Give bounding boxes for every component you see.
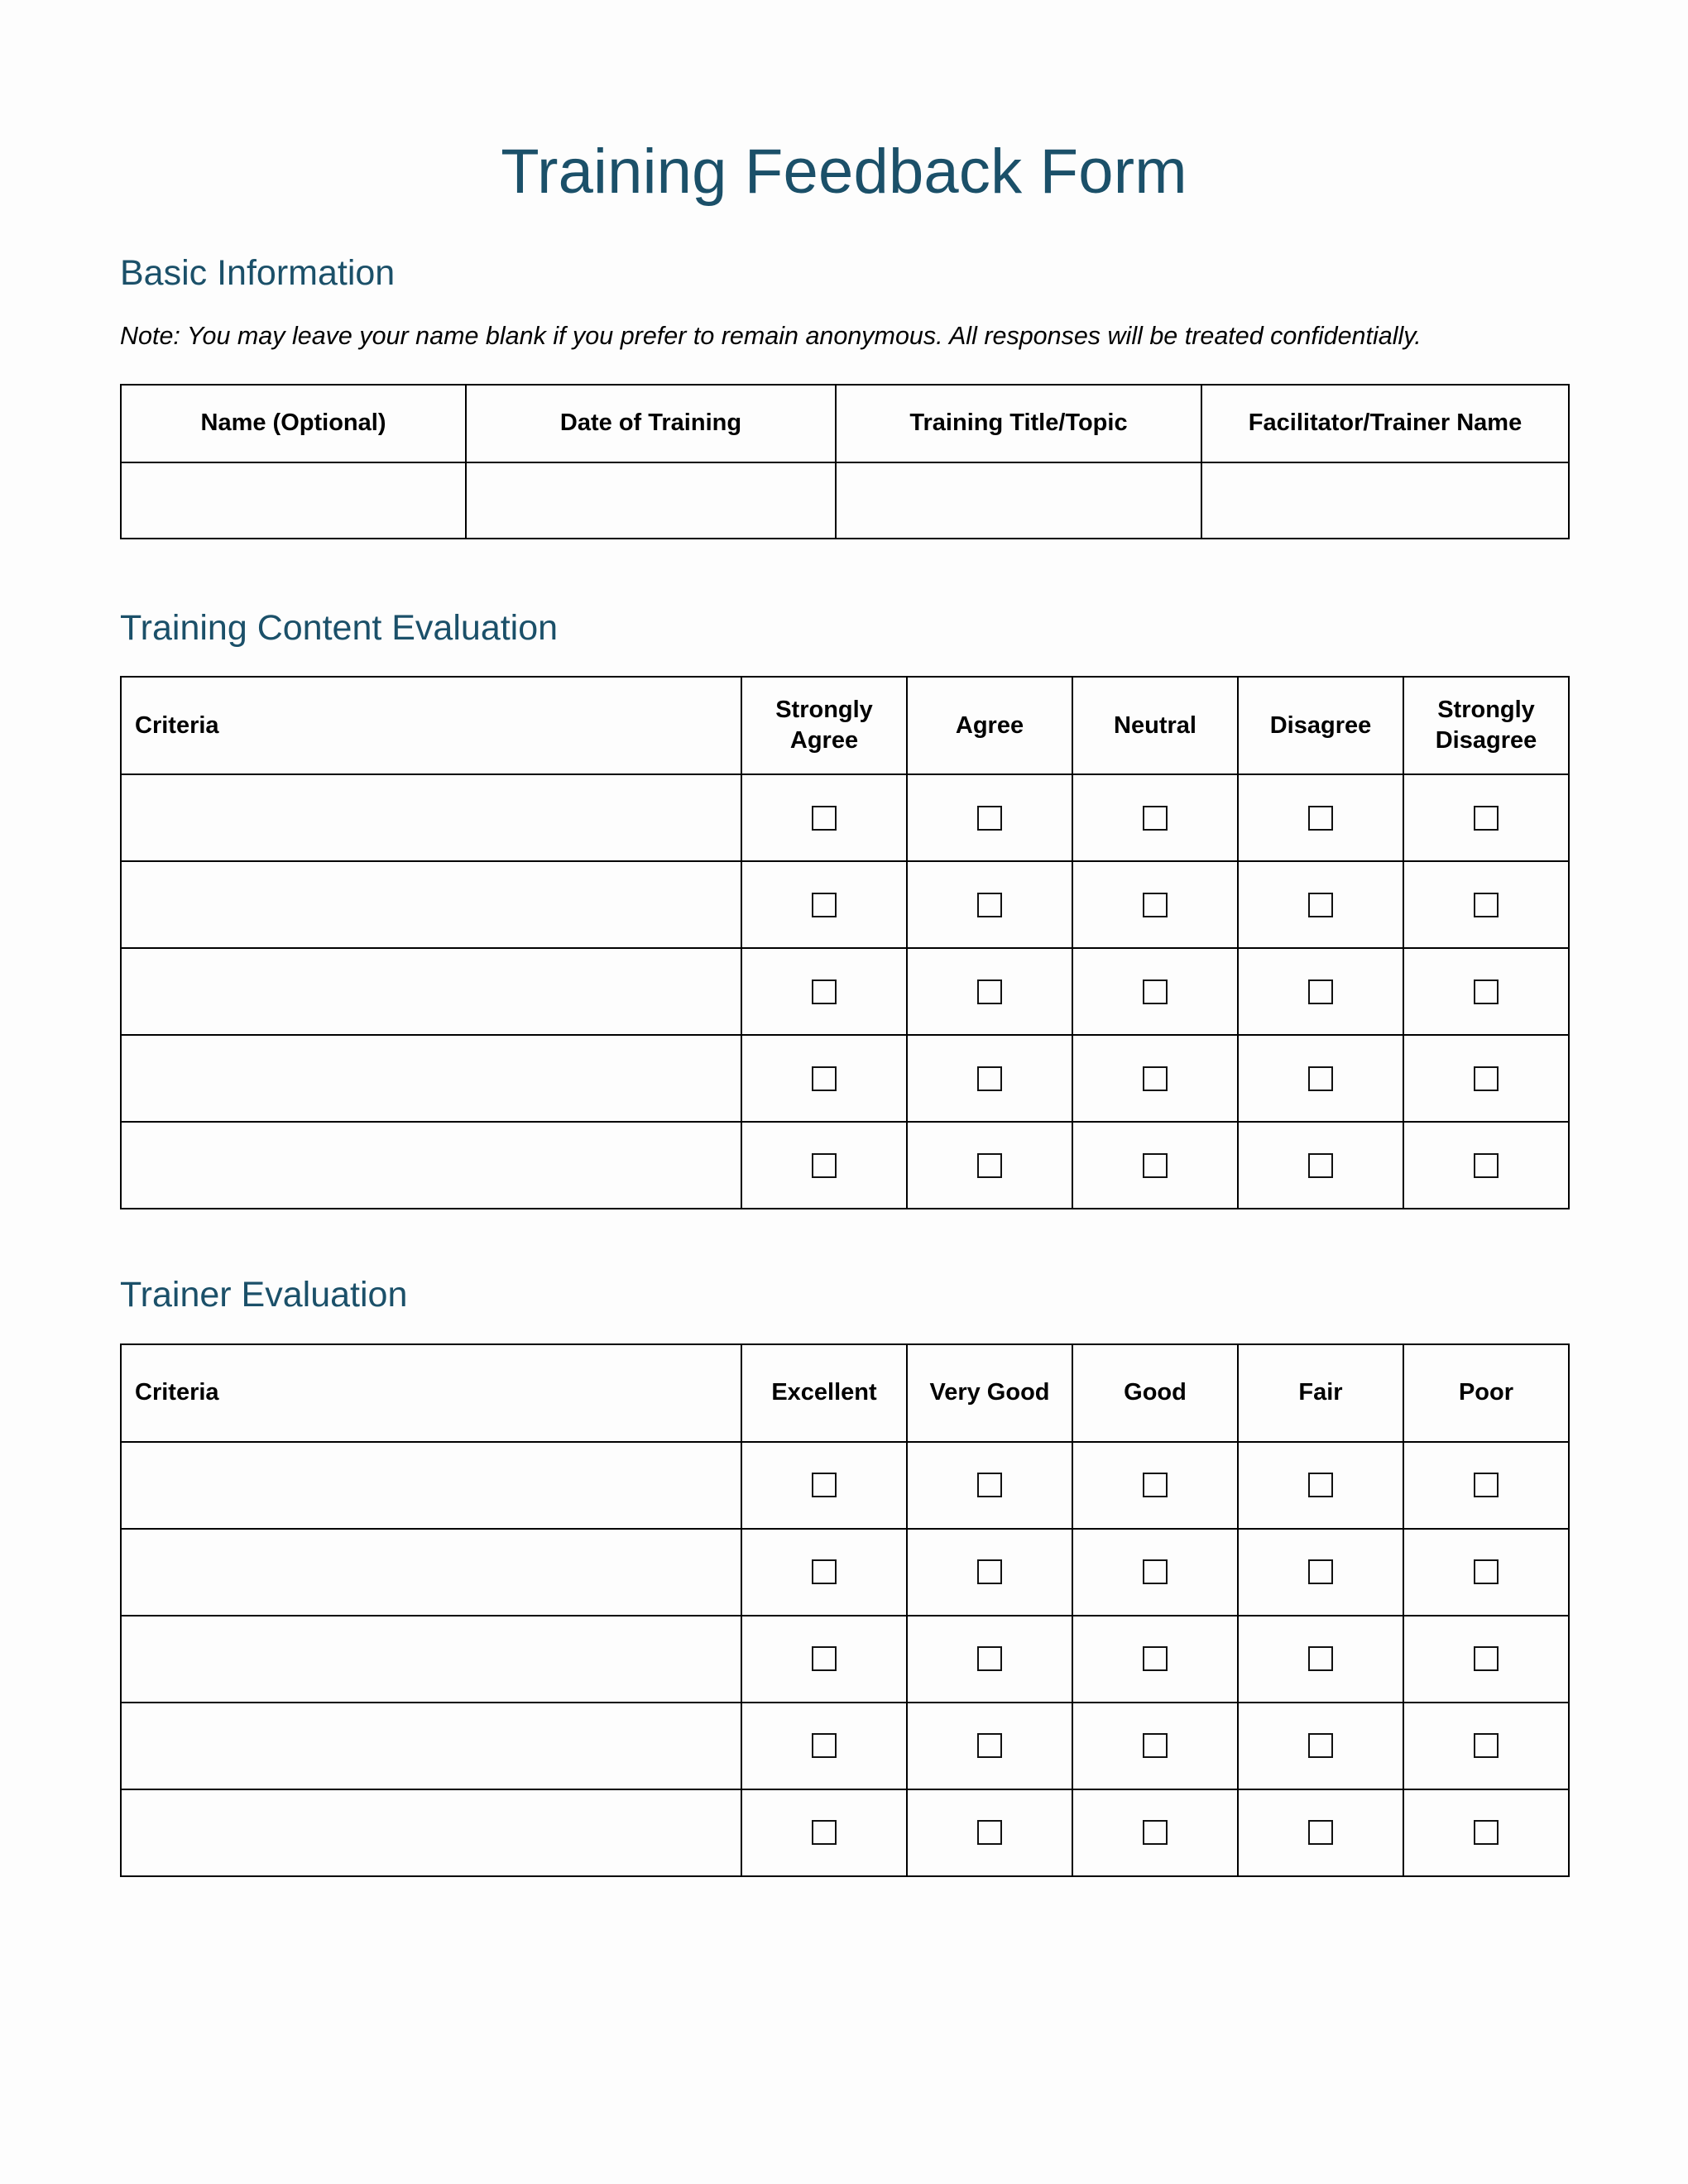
checkbox-icon[interactable] [1474, 1733, 1499, 1758]
date-input-cell[interactable] [466, 462, 836, 539]
criteria-input-cell[interactable] [121, 1035, 741, 1122]
table-row [121, 1035, 1569, 1122]
checkbox-cell-poor[interactable] [1403, 1616, 1569, 1703]
checkbox-cell-fair[interactable] [1238, 1529, 1403, 1616]
checkbox-icon[interactable] [1308, 1153, 1333, 1178]
column-header-criteria: Criteria [121, 1344, 741, 1442]
column-header-name: Name (Optional) [121, 385, 466, 462]
checkbox-cell-fair[interactable] [1238, 1703, 1403, 1789]
column-header-good: Good [1072, 1344, 1238, 1442]
checkbox-cell-good[interactable] [1072, 1442, 1238, 1529]
checkbox-icon[interactable] [1143, 979, 1168, 1004]
checkbox-icon[interactable] [812, 1646, 837, 1671]
checkbox-icon[interactable] [1143, 1473, 1168, 1497]
checkbox-icon[interactable] [1143, 893, 1168, 917]
checkbox-icon[interactable] [812, 1733, 837, 1758]
checkbox-cell-good[interactable] [1072, 1529, 1238, 1616]
checkbox-icon[interactable] [1308, 893, 1333, 917]
checkbox-cell-good[interactable] [1072, 1789, 1238, 1876]
checkbox-cell-poor[interactable] [1403, 1529, 1569, 1616]
column-header-very-good: Very Good [907, 1344, 1072, 1442]
criteria-input-cell[interactable] [121, 774, 741, 861]
checkbox-icon[interactable] [812, 893, 837, 917]
checkbox-icon[interactable] [1143, 806, 1168, 831]
checkbox-icon[interactable] [1308, 1473, 1333, 1497]
checkbox-icon[interactable] [977, 806, 1002, 831]
checkbox-cell-neutral[interactable] [1072, 1122, 1238, 1209]
checkbox-cell-good[interactable] [1072, 1703, 1238, 1789]
checkbox-icon[interactable] [1474, 979, 1499, 1004]
column-header-poor: Poor [1403, 1344, 1569, 1442]
checkbox-cell-strongly-agree[interactable] [741, 948, 907, 1035]
checkbox-icon[interactable] [1308, 1820, 1333, 1845]
checkbox-icon[interactable] [1143, 1153, 1168, 1178]
checkbox-cell-strongly-disagree[interactable] [1403, 1035, 1569, 1122]
checkbox-icon[interactable] [1143, 1066, 1168, 1091]
checkbox-cell-excellent[interactable] [741, 1789, 907, 1876]
column-header-strongly-agree: Strongly Agree [741, 677, 907, 774]
checkbox-icon[interactable] [1308, 1559, 1333, 1584]
checkbox-cell-disagree[interactable] [1238, 1122, 1403, 1209]
checkbox-icon[interactable] [1143, 1733, 1168, 1758]
checkbox-cell-agree[interactable] [907, 948, 1072, 1035]
checkbox-cell-strongly-agree[interactable] [741, 774, 907, 861]
criteria-input-cell[interactable] [121, 948, 741, 1035]
checkbox-icon[interactable] [1308, 1733, 1333, 1758]
checkbox-cell-disagree[interactable] [1238, 774, 1403, 861]
checkbox-icon[interactable] [977, 979, 1002, 1004]
page-title: Training Feedback Form [501, 136, 1187, 207]
table-row [121, 948, 1569, 1035]
checkbox-icon[interactable] [1474, 1646, 1499, 1671]
checkbox-icon[interactable] [977, 1646, 1002, 1671]
facilitator-input-cell[interactable] [1201, 462, 1569, 539]
checkbox-icon[interactable] [812, 1153, 837, 1178]
checkbox-cell-good[interactable] [1072, 1616, 1238, 1703]
checkbox-icon[interactable] [812, 1820, 837, 1845]
checkbox-icon[interactable] [977, 1733, 1002, 1758]
table-row [121, 1789, 1569, 1876]
checkbox-icon[interactable] [1308, 1646, 1333, 1671]
trainer-evaluation-table [120, 1343, 1570, 1877]
checkbox-icon[interactable] [977, 893, 1002, 917]
checkbox-icon[interactable] [1474, 1066, 1499, 1091]
checkbox-cell-excellent[interactable] [741, 1703, 907, 1789]
checkbox-icon[interactable] [1308, 1066, 1333, 1091]
checkbox-cell-agree[interactable] [907, 1035, 1072, 1122]
checkbox-cell-poor[interactable] [1403, 1703, 1569, 1789]
checkbox-icon[interactable] [1474, 1559, 1499, 1584]
table-header-row [121, 677, 1569, 774]
checkbox-cell-neutral[interactable] [1072, 1035, 1238, 1122]
column-header-date: Date of Training [466, 385, 836, 462]
table-row [121, 774, 1569, 861]
checkbox-icon[interactable] [812, 979, 837, 1004]
checkbox-icon[interactable] [1474, 1153, 1499, 1178]
checkbox-icon[interactable] [1474, 1820, 1499, 1845]
table-row [121, 1442, 1569, 1529]
checkbox-cell-excellent[interactable] [741, 1529, 907, 1616]
checkbox-cell-neutral[interactable] [1072, 861, 1238, 948]
checkbox-cell-strongly-agree[interactable] [741, 861, 907, 948]
criteria-input-cell[interactable] [121, 1616, 741, 1703]
basic-information-table [120, 384, 1570, 539]
checkbox-icon[interactable] [1474, 806, 1499, 831]
checkbox-icon[interactable] [812, 1066, 837, 1091]
table-row [121, 1703, 1569, 1789]
checkbox-icon[interactable] [1474, 893, 1499, 917]
checkbox-cell-neutral[interactable] [1072, 774, 1238, 861]
training-content-evaluation-table [120, 676, 1570, 1209]
checkbox-cell-strongly-disagree[interactable] [1403, 774, 1569, 861]
checkbox-icon[interactable] [1474, 1473, 1499, 1497]
column-header-title-topic: Training Title/Topic [836, 385, 1201, 462]
table-row [121, 1122, 1569, 1209]
table-row [121, 861, 1569, 948]
checkbox-cell-excellent[interactable] [741, 1442, 907, 1529]
criteria-input-cell[interactable] [121, 861, 741, 948]
checkbox-icon[interactable] [812, 1473, 837, 1497]
checkbox-cell-strongly-disagree[interactable] [1403, 1122, 1569, 1209]
column-header-disagree: Disagree [1238, 677, 1403, 774]
checkbox-cell-fair[interactable] [1238, 1442, 1403, 1529]
table-row [121, 1529, 1569, 1616]
checkbox-icon[interactable] [1143, 1559, 1168, 1584]
checkbox-icon[interactable] [977, 1473, 1002, 1497]
criteria-input-cell[interactable] [121, 1789, 741, 1876]
column-header-fair: Fair [1238, 1344, 1403, 1442]
checkbox-icon[interactable] [812, 1559, 837, 1584]
checkbox-cell-agree[interactable] [907, 774, 1072, 861]
checkbox-cell-poor[interactable] [1403, 1789, 1569, 1876]
column-header-criteria: Criteria [121, 677, 741, 774]
name-input-cell[interactable] [121, 462, 466, 539]
checkbox-cell-excellent[interactable] [741, 1616, 907, 1703]
checkbox-icon[interactable] [977, 1559, 1002, 1584]
checkbox-cell-strongly-agree[interactable] [741, 1122, 907, 1209]
column-header-facilitator: Facilitator/Trainer Name [1201, 385, 1569, 462]
checkbox-cell-very-good[interactable] [907, 1703, 1072, 1789]
checkbox-icon[interactable] [1143, 1646, 1168, 1671]
table-header-row [121, 1344, 1569, 1442]
checkbox-cell-very-good[interactable] [907, 1789, 1072, 1876]
section-heading-training-content-evaluation: Training Content Evaluation [120, 607, 559, 648]
checkbox-icon[interactable] [977, 1066, 1002, 1091]
checkbox-icon[interactable] [977, 1153, 1002, 1178]
checkbox-icon[interactable] [977, 1820, 1002, 1845]
title-topic-input-cell[interactable] [836, 462, 1201, 539]
checkbox-cell-very-good[interactable] [907, 1616, 1072, 1703]
table-row [121, 1616, 1569, 1703]
column-header-neutral: Neutral [1072, 677, 1238, 774]
checkbox-cell-strongly-agree[interactable] [741, 1035, 907, 1122]
checkbox-cell-strongly-disagree[interactable] [1403, 948, 1569, 1035]
criteria-input-cell[interactable] [121, 1529, 741, 1616]
checkbox-cell-agree[interactable] [907, 1122, 1072, 1209]
checkbox-cell-fair[interactable] [1238, 1616, 1403, 1703]
section-heading-basic-information: Basic Information [120, 252, 396, 293]
checkbox-cell-strongly-disagree[interactable] [1403, 861, 1569, 948]
anonymity-note: Note: You may leave your name blank if you prefer to remain anonymous. All responses will be treated confidentially. [120, 322, 1422, 351]
criteria-input-cell[interactable] [121, 1442, 741, 1529]
checkbox-icon[interactable] [812, 806, 837, 831]
checkbox-cell-disagree[interactable] [1238, 1035, 1403, 1122]
checkbox-cell-neutral[interactable] [1072, 948, 1238, 1035]
checkbox-icon[interactable] [1308, 979, 1333, 1004]
checkbox-cell-very-good[interactable] [907, 1529, 1072, 1616]
checkbox-cell-disagree[interactable] [1238, 861, 1403, 948]
checkbox-cell-very-good[interactable] [907, 1442, 1072, 1529]
checkbox-cell-disagree[interactable] [1238, 948, 1403, 1035]
column-header-excellent: Excellent [741, 1344, 907, 1442]
table-row [121, 462, 1569, 539]
section-heading-trainer-evaluation: Trainer Evaluation [120, 1275, 408, 1315]
checkbox-icon[interactable] [1308, 806, 1333, 831]
criteria-input-cell[interactable] [121, 1703, 741, 1789]
column-header-strongly-disagree: Strongly Disagree [1403, 677, 1569, 774]
table-header-row [121, 385, 1569, 462]
checkbox-cell-agree[interactable] [907, 861, 1072, 948]
column-header-agree: Agree [907, 677, 1072, 774]
criteria-input-cell[interactable] [121, 1122, 741, 1209]
checkbox-cell-poor[interactable] [1403, 1442, 1569, 1529]
checkbox-icon[interactable] [1143, 1820, 1168, 1845]
checkbox-cell-fair[interactable] [1238, 1789, 1403, 1876]
